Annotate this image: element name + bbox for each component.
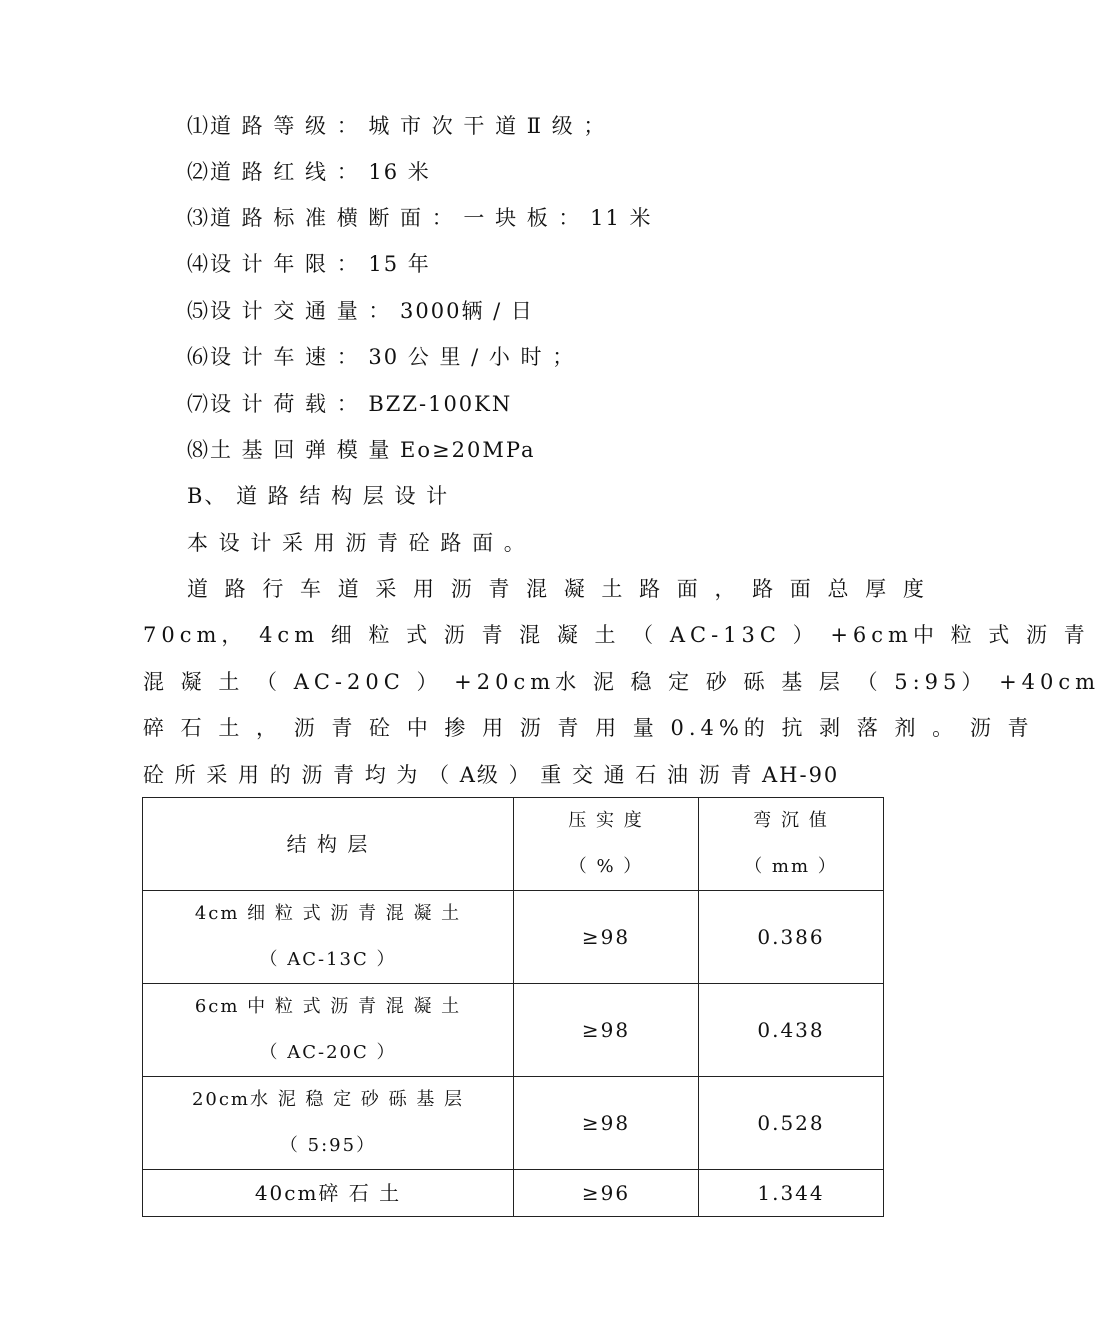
table-row	[143, 891, 884, 984]
cell-compaction: ≥98	[514, 891, 699, 984]
spec-road-grade: ⑴道 路 等 级 ： 城 市 次 干 道 Ⅱ 级 ；	[187, 114, 607, 138]
header-deflection	[699, 798, 884, 891]
cell-layer-name: 20cm水 泥 稳 定 砂 砾 基 层	[191, 1089, 465, 1110]
cell-compaction: ≥98	[514, 984, 699, 1077]
cell-layer-sub: （ AC-20C ）	[259, 1042, 397, 1063]
table-header-row	[143, 798, 884, 891]
cell-layer-sub: （ 5:95）	[279, 1135, 377, 1156]
structure-layer-table	[142, 797, 884, 1217]
intro-text: 本 设 计 采 用 沥 青 砼 路 面 。	[187, 531, 527, 555]
paragraph-line: 道 路 行 车 道 采 用 沥 青 混 凝 土 路 面 ， 路 面 总 厚 度	[187, 577, 929, 601]
cell-compaction: ≥96	[514, 1170, 699, 1217]
cell-layer	[143, 1077, 514, 1170]
paragraph-line: 混 凝 土 （ AC-20C ） +20cm水 泥 稳 定 砂 砾 基 层 （ 5:95） +40cm	[143, 670, 1100, 694]
header-compaction-unit: （ % ）	[568, 856, 644, 877]
paragraph-line: 70cm， 4cm 细 粒 式 沥 青 混 凝 土 （ AC-13C ） +6cm中 粒 式 沥 青	[143, 623, 1090, 647]
spec-design-load: ⑺设 计 荷 载 ： BZZ-100KN	[187, 392, 513, 416]
spec-cross-section: ⑶道 路 标 准 横 断 面 ： 一 块 板 ： 11 米	[187, 206, 653, 230]
header-compaction-label: 压 实 度	[568, 810, 644, 831]
cell-layer	[143, 984, 514, 1077]
header-compaction	[514, 798, 699, 891]
spec-traffic-volume: ⑸设 计 交 通 量 ： 3000辆 / 日	[187, 299, 534, 323]
cell-layer-sub: （ AC-13C ）	[259, 949, 397, 970]
cell-layer: 40cm碎 石 土	[143, 1170, 514, 1217]
paragraph-line: 砼 所 采 用 的 沥 青 均 为 （ A级 ） 重 交 通 石 油 沥 青 AH-90	[143, 763, 840, 787]
spec-subgrade-modulus: ⑻土 基 回 弹 模 量 Eo≥20MPa	[187, 438, 536, 462]
cell-deflection: 0.386	[699, 891, 884, 984]
table-row	[143, 1077, 884, 1170]
cell-layer-name: 4cm 细 粒 式 沥 青 混 凝 土	[194, 903, 462, 924]
header-layer: 结 构 层	[143, 798, 514, 891]
table-row	[143, 984, 884, 1077]
cell-layer	[143, 891, 514, 984]
spec-red-line: ⑵道 路 红 线 ： 16 米	[187, 160, 431, 184]
header-deflection-unit: （ mm ）	[744, 856, 838, 877]
section-title: B、 道 路 结 构 层 设 计	[187, 484, 450, 508]
paragraph-line: 碎 石 土 ， 沥 青 砼 中 掺 用 沥 青 用 量 0.4%的 抗 剥 落 剂 。 沥 青	[143, 716, 1034, 740]
spec-design-speed: ⑹设 计 车 速 ： 30 公 里 / 小 时 ；	[187, 345, 576, 369]
cell-layer-name: 6cm 中 粒 式 沥 青 混 凝 土	[194, 996, 462, 1017]
table-row	[143, 1170, 884, 1217]
cell-deflection: 0.438	[699, 984, 884, 1077]
cell-deflection: 0.528	[699, 1077, 884, 1170]
header-deflection-label: 弯 沉 值	[753, 810, 829, 831]
spec-design-life: ⑷设 计 年 限 ： 15 年	[187, 252, 431, 276]
cell-compaction: ≥98	[514, 1077, 699, 1170]
cell-deflection: 1.344	[699, 1170, 884, 1217]
